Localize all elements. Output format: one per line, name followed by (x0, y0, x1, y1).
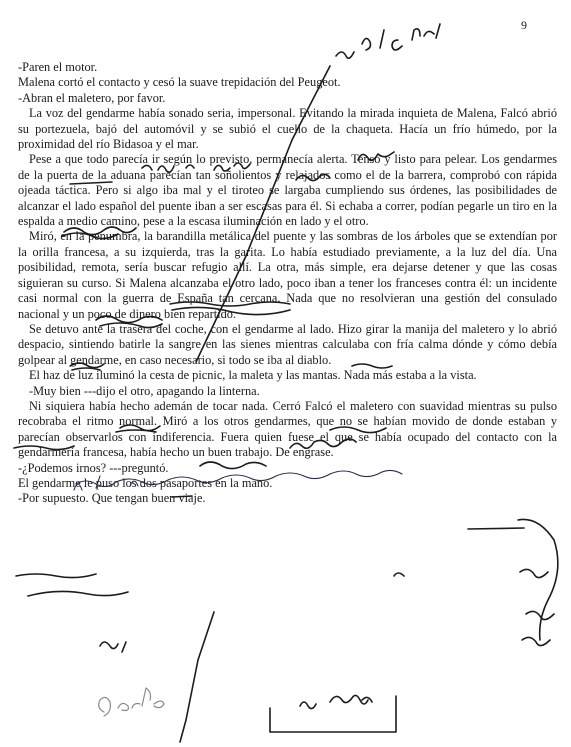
strike-engrase (394, 573, 404, 576)
paragraph: El haz de luz iluminó la cesta de picnic, la maleta y las mantas. Nada más estaba a la vista. (29, 368, 477, 383)
paragraph: -Abran el maletero, por favor. (18, 90, 166, 105)
boxed-note-text (300, 695, 372, 708)
margin-bracket (518, 519, 558, 640)
paragraph: Pese a que todo parecía ir según lo previsto, permanecía alerta. Tenso y listo para pelear. Los gendarmes de la puerta de la aduana parecían tan soñolientos y relajados como el de la barrera, comprobó con rápida ojeada táctica. Pero si algo iba mal y el tiroteo se largaba cumpliendo sus órdenes, las posibilidades de alcanzar el lado español del puente iban a ser escasas para él. Si echaba a correr, podían pegarle un tiro en la espalda a medio camino, pese a la escasa iluminación en lado y el otro. (18, 152, 557, 229)
strike-gendarmes (468, 528, 524, 529)
paragraph: Malena cortó el contacto y cesó la suave trepidación del Peugeot. (18, 75, 341, 90)
paragraph: Se detuvo ante la trasera del coche, con el gendarme al lado. Hizo girar la manija del maletero y lo abrió despacio, sintiendo batirle la sangre en las sienes mientras calculaba con fría calma dónde y cómo debía golpear al gendarme, en caso necesario, si todo se iba al diablo. (18, 321, 557, 367)
paragraph: Ni siquiera había hecho ademán de tocar nada. Cerró Falcó el maletero con suavidad mientras su pulso recobraba el ritmo normal. Miró a los otros gendarmes, que no se habían movido de donde estaban y parecían observarlos con indiferencia. Fuera quien fuese el que se había ocupado del contacto con la gendarmería francesa, había hecho un buen trabajo. De engrase. (18, 398, 557, 460)
paragraph: Miró, en la penumbra, la barandilla metálica del puente y las sombras de los árboles que se extendían por la orilla francesa, a su izquierda, tras la garita. Lo había estudiado previamente, a la luz del día. Una posibilidad, remota, sería buscar refugio allí. La otra, más simple, era dejarse detener y que las cosas siguieran su curso. Si Malena alcanzaba el otro lado, poco iban a tener los franceses contra él: un incidente casi normal con la guerra de España tan cercana. Nada que no resolvieran una gestión del consulado nacional y un poco de dinero bien repartido. (18, 229, 557, 321)
page-number: 9 (521, 18, 527, 32)
paragraph: La voz del gendarme había sonado seria, impersonal. Evitando la mirada inquieta de Malena, Falcó abrió su portezuela, bajó del automóvil y se subió el cuello de la chaqueta. Hacía un frío húmedo, por la proximidad del río Bidasoa y el mar. (18, 106, 557, 152)
paragraph: El gendarme le puso los dos pasaportes en la mano. (18, 475, 273, 490)
margin-note-top (336, 24, 440, 58)
body-text (18, 60, 557, 507)
paragraph: -Muy bien ---dijo el otro, apagando la linterna. (29, 383, 260, 398)
boxed-note (270, 696, 396, 732)
strike-gendarmeria (16, 574, 96, 578)
paragraph: -¿Podemos irnos? ---preguntó. (18, 460, 169, 475)
strike-podemos (28, 591, 128, 596)
margin-note-bottom-left (100, 642, 126, 652)
pencil-note-bottom (99, 688, 164, 716)
paragraph: -Por supuesto. Que tengan buen viaje. (18, 491, 206, 506)
margin-note-right (520, 569, 554, 645)
vertical-insert-line (180, 612, 214, 742)
paragraph: -Paren el motor. (18, 60, 98, 74)
